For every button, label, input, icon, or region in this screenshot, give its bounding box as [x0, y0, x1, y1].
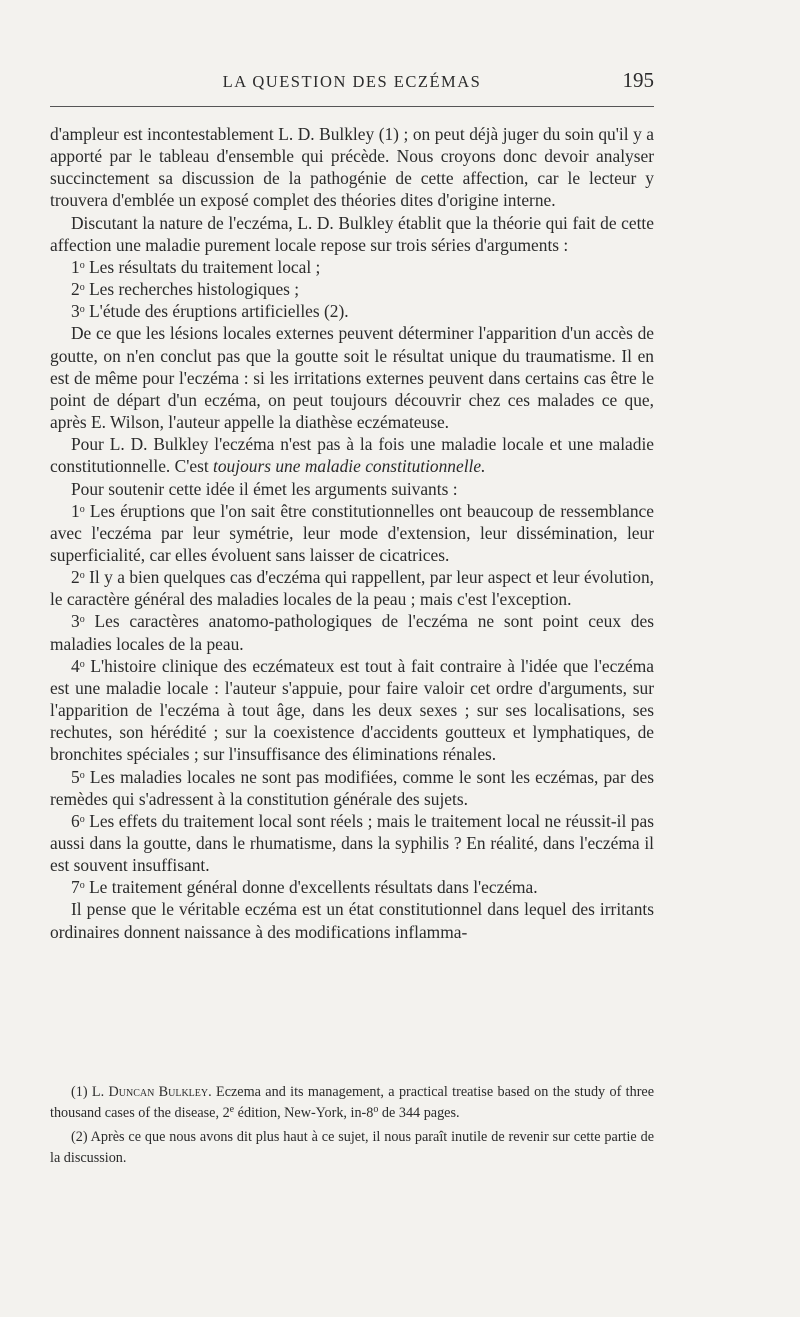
- author-name: Duncan Bulkley.: [108, 1084, 212, 1100]
- page-number: 195: [622, 68, 654, 92]
- paragraph: De ce que les lésions locales externes peuvent déterminer l'apparition d'un accès de goutte, on n'en conclut pas que la goutte soit le résultat unique du traumatisme. Il en est de même pour l'eczéma : si les irritations externes peuvent dans certains cas être le point de départ d'un eczéma, on peut toujours découvrir chez ces malades ce que, après E. Wilson, l'auteur appelle la diathèse eczémateuse.: [50, 323, 654, 433]
- book-title: Eczema and its management, a practical treatise based on the study of three thousand cases of the disease,: [50, 1084, 655, 1121]
- paragraph: d'ampleur est incontestablement L. D. Bulkley (1) ; on peut déjà juger du soin qu'il y a apporté par le tableau d'ensemble qui précède. Nous croyons donc devoir analyser succinctement sa discussion de la pathogénie de cette affection, car le lecteur y trouvera d'emblée un exposé complet des théories dites d'origine interne.: [50, 124, 654, 211]
- numbered-item: 7$^o$ Le traitement général donne d'excellents résultats dans l'eczéma.: [71, 877, 538, 898]
- body-text: [50, 123, 654, 943]
- paragraph: Pour soutenir cette idée il émet les arguments suivants :: [71, 478, 458, 499]
- numbered-item: 3$^o$ Les caractères anatomo-pathologiques de l'eczéma ne sont point ceux des maladies locales de la peau.: [50, 611, 654, 654]
- italic-emphasis: toujours une maladie constitutionnelle.: [213, 456, 486, 477]
- numbered-item: 2$^o$ Il y a bien quelques cas d'eczéma qui rappellent, par leur aspect et leur évolution, le caractère général des maladies locales de la peau ; mais c'est l'exception.: [50, 567, 654, 610]
- paragraph: Pour L. D. Bulkley l'eczéma n'est pas à la fois une maladie locale et une maladie constitutionnelle. C'est toujours une maladie constitutionnelle.: [50, 434, 654, 477]
- numbered-item: 5$^o$ Les maladies locales ne sont pas modifiées, comme le sont les eczémas, par des remèdes qui s'adressent à la constitution générale des sujets.: [50, 766, 654, 809]
- page-header: [50, 68, 654, 96]
- footnote-2: (2) Après ce que nous avons dit plus haut à ce sujet, il nous paraît inutile de revenir sur cette partie de la discussion.: [50, 1129, 654, 1166]
- header-rule: [50, 106, 654, 107]
- numbered-item: 3$^o$ L'étude des éruptions artificielles (2).: [71, 301, 349, 322]
- running-title: LA QUESTION DES ECZÉMAS: [222, 72, 482, 91]
- footnote-1: (1) L. Duncan Bulkley. Eczema and its management, a practical treatise based on the study of three thousand cases of the disease, 2e édition, New-York, in-8$^o$ de 344 pages.: [50, 1084, 655, 1121]
- numbered-item: 1$^o$ Les éruptions que l'on sait être constitutionnelles ont beaucoup de ressemblance avec l'eczéma par leur symétrie, leur mode d'extension, leur dissémination, leur superficialité, car elles évoluent sans laisser de cicatrices.: [50, 500, 654, 565]
- paragraph: Discutant la nature de l'eczéma, L. D. Bulkley établit que la théorie qui fait de cette affection une maladie purement locale repose sur trois séries d'arguments :: [50, 212, 654, 255]
- footnotes: [50, 1082, 654, 1172]
- paragraph: Il pense que le véritable eczéma est un état constitutionnel dans lequel des irritants ordinaires donnent naissance à des modifications inflamma-: [50, 899, 654, 942]
- numbered-item: 1$^o$ Les résultats du traitement local ;: [71, 256, 321, 277]
- numbered-item: 6$^o$ Les effets du traitement local sont réels ; mais le traitement local ne réussit-il pas aussi dans la goutte, dans le rhumatisme, dans la syphilis ? En réalité, dans l'eczéma il est souvent insuffisant.: [50, 810, 654, 876]
- numbered-item: 4$^o$ L'histoire clinique des eczémateux est tout à fait contraire à l'idée que l'eczéma est une maladie locale : l'auteur s'appuie, pour faire valoir cet ordre d'arguments, sur l'apparition de l'eczéma à tout âge, dans les deux sexes ; sur ses localisations, ses rechutes, son hérédité ; sur la coexistence d'accidents goutteux et lymphatiques, de bronchites spéciales ; sur l'insuffisance des éliminations rénales.: [50, 655, 654, 765]
- numbered-item: 2$^o$ Les recherches histologiques ;: [71, 279, 300, 300]
